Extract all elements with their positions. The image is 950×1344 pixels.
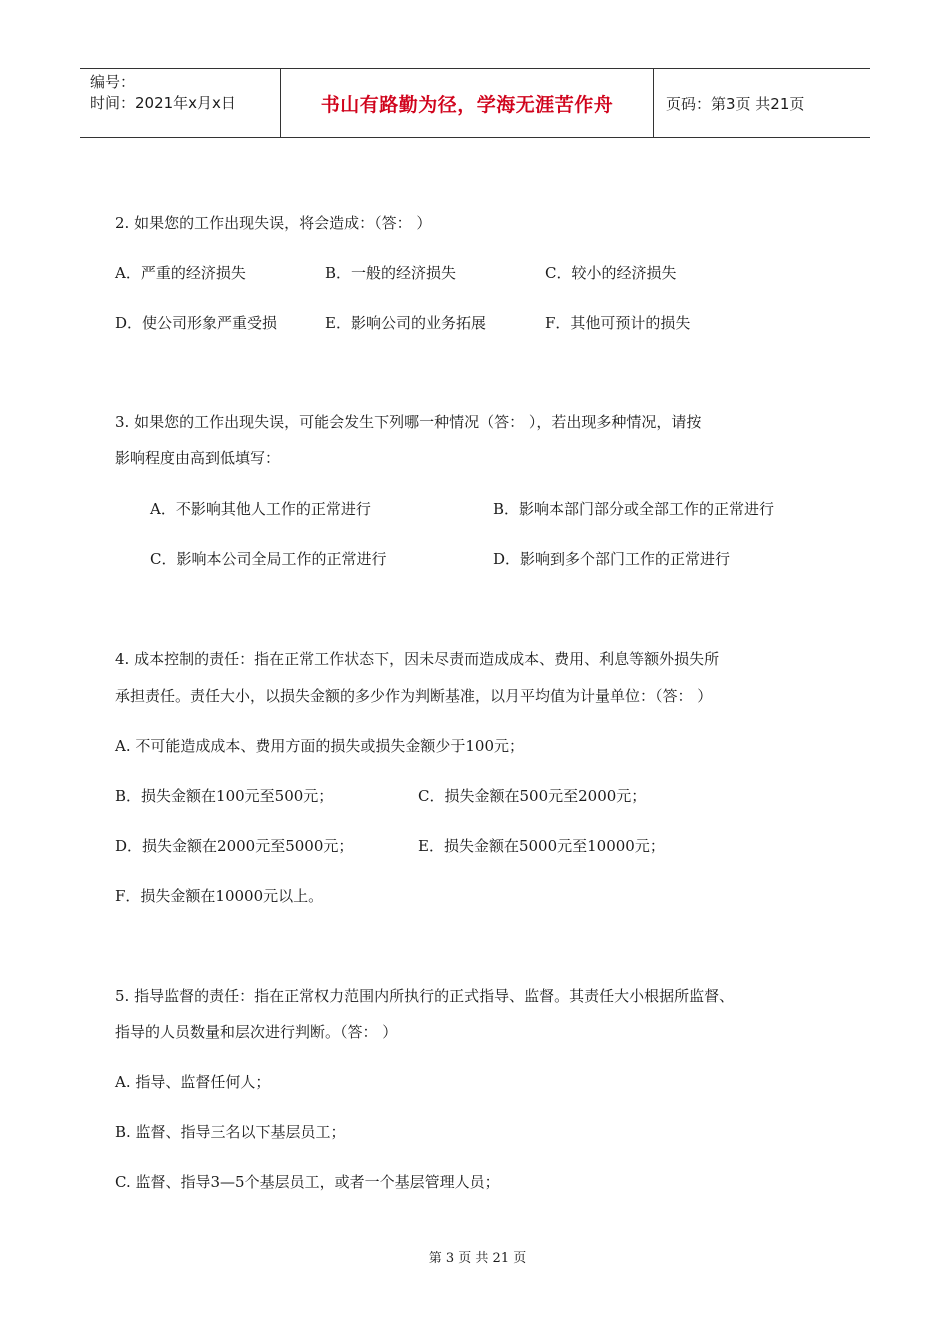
q4-stem-line2: 承担责任。责任大小，以损失金额的多少作为判断基准，以月平均值为计量单位：（答： ） [115, 687, 713, 705]
q4-option-a: A. 不可能造成成本、费用方面的损失或损失金额少于100元； [115, 737, 525, 755]
doc-date: 时间：2021年x月x日 [90, 94, 236, 112]
q5-option-a: A. 指导、监督任何人； [115, 1073, 271, 1091]
doc-code-label: 编号： [90, 73, 136, 91]
header-meta [80, 69, 281, 137]
page-footer: 第 3 页 共 21 页 [428, 1251, 527, 1266]
q3-option-d: D．影响到多个部门工作的正常进行 [493, 550, 731, 568]
q4-stem-line1: 4. 成本控制的责任：指在正常工作状态下，因未尽责而造成成本、费用、利息等额外损失所 [115, 650, 720, 668]
page-header [80, 68, 870, 138]
q2-option-a: A．严重的经济损失 [115, 264, 246, 282]
q5-option-b: B. 监督、指导三名以下基层员工； [115, 1123, 346, 1141]
q4-option-f: F．损失金额在10000元以上。 [115, 887, 324, 905]
q4-option-c: C．损失金额在500元至2000元； [418, 787, 647, 805]
q3-option-a: A．不影响其他人工作的正常进行 [150, 500, 371, 518]
q5-option-c: C. 监督、指导3—5个基层员工，或者一个基层管理人员； [115, 1173, 500, 1191]
q3-option-c: C．影响本公司全局工作的正常进行 [150, 550, 387, 568]
q5-stem-line1: 5. 指导监督的责任：指在正常权力范围内所执行的正式指导、监督。其责任大小根据所监督、 [115, 987, 735, 1005]
q2-option-e: E．影响公司的业务拓展 [325, 314, 486, 332]
q3-option-b: B．影响本部门部分或全部工作的正常进行 [493, 500, 775, 518]
header-motto: 书山有路勤为径，学海无涯苦作舟 [281, 69, 654, 137]
q5-stem-line2: 指导的人员数量和层次进行判断。（答： ） [115, 1023, 398, 1041]
header-page-info: 页码：第3页 共21页 [666, 94, 805, 113]
q4-option-b: B．损失金额在100元至500元； [115, 787, 334, 805]
q2-option-d: D．使公司形象严重受损 [115, 314, 278, 332]
q3-stem-line2: 影响程度由高到低填写： [115, 449, 281, 467]
q2-option-b: B．一般的经济损失 [325, 264, 457, 282]
q4-option-e: E．损失金额在5000元至10000元； [418, 837, 665, 855]
q3-stem-line1: 3. 如果您的工作出现失误，可能会发生下列哪一种情况（答： ），若出现多种情况，请按 [115, 413, 702, 431]
q2-option-c: C．较小的经济损失 [545, 264, 677, 282]
q4-option-d: D．损失金额在2000元至5000元； [115, 837, 354, 855]
q2-option-f: F．其他可预计的损失 [545, 314, 691, 332]
q2-stem: 2. 如果您的工作出现失误，将会造成：（答： ） [115, 214, 432, 232]
